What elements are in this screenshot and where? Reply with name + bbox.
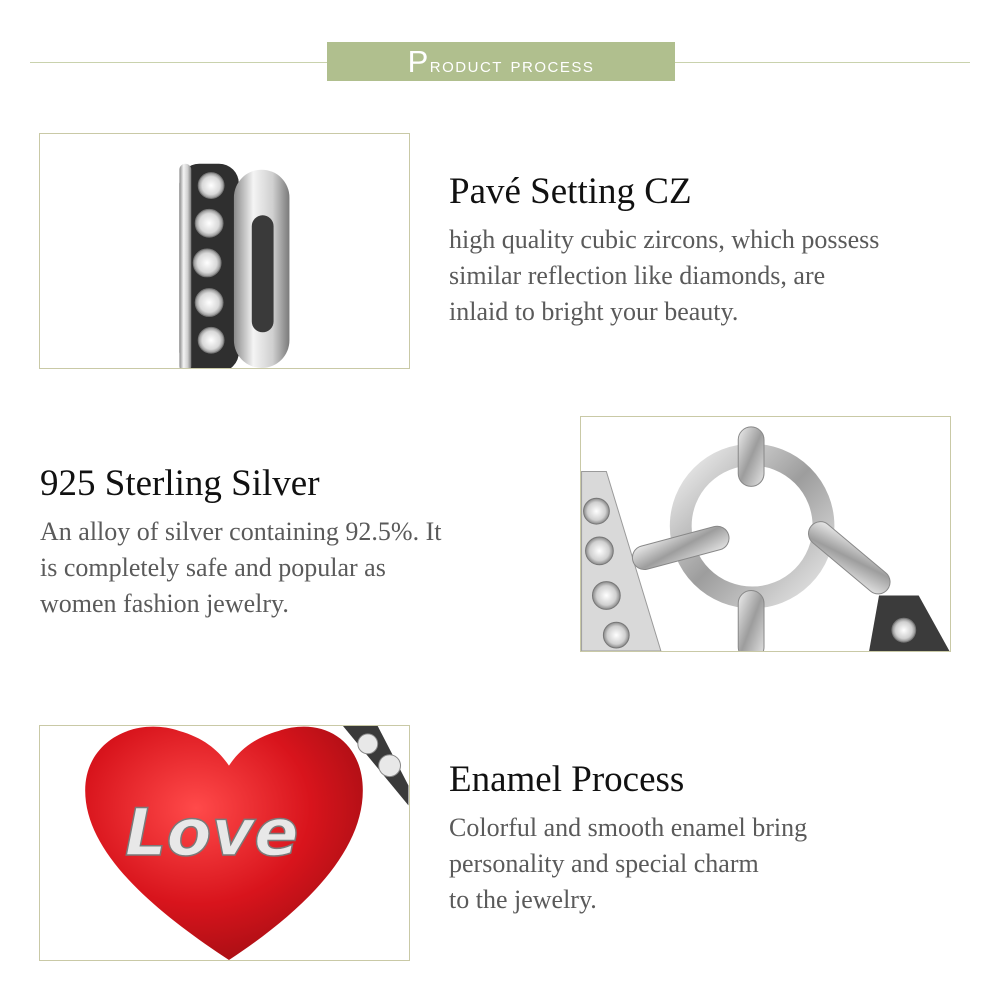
silver-ring-clasp-image <box>580 416 951 652</box>
header-title-rest: roduct process <box>429 52 595 77</box>
section-title: Enamel Process <box>449 759 685 800</box>
pave-spacer-charm-image <box>39 133 410 369</box>
description-line: An alloy of silver containing 92.5%. It <box>40 517 442 546</box>
section-header <box>327 42 675 81</box>
header-divider-left <box>30 62 328 63</box>
section-description <box>449 222 879 330</box>
description-line: high quality cubic zircons, which possess <box>449 225 880 254</box>
section-description <box>449 810 807 918</box>
love-engraving: Love <box>124 794 299 871</box>
red-enamel-love-heart-image <box>39 725 410 961</box>
section-description <box>40 514 441 622</box>
spacer-charm-icon <box>40 134 409 368</box>
description-line: is completely safe and popular as <box>40 553 386 582</box>
ring-clasp-icon <box>581 417 950 651</box>
heart-charm-icon <box>40 726 409 960</box>
description-line: inlaid to bright your beauty. <box>449 297 739 326</box>
sterling-silver-section <box>40 462 441 622</box>
header-divider-right <box>675 62 970 63</box>
description-line: personality and special charm <box>449 849 759 878</box>
enamel-process-section <box>449 758 807 918</box>
description-line: Colorful and smooth enamel bring <box>449 813 808 842</box>
section-title: 925 Sterling Silver <box>40 463 320 504</box>
header-title-initial: P <box>407 44 430 79</box>
section-title: Pavé Setting CZ <box>449 171 692 212</box>
description-line: to the jewelry. <box>449 885 597 914</box>
description-line: women fashion jewelry. <box>40 589 289 618</box>
pave-setting-section <box>449 170 879 330</box>
description-line: similar reflection like diamonds, are <box>449 261 826 290</box>
